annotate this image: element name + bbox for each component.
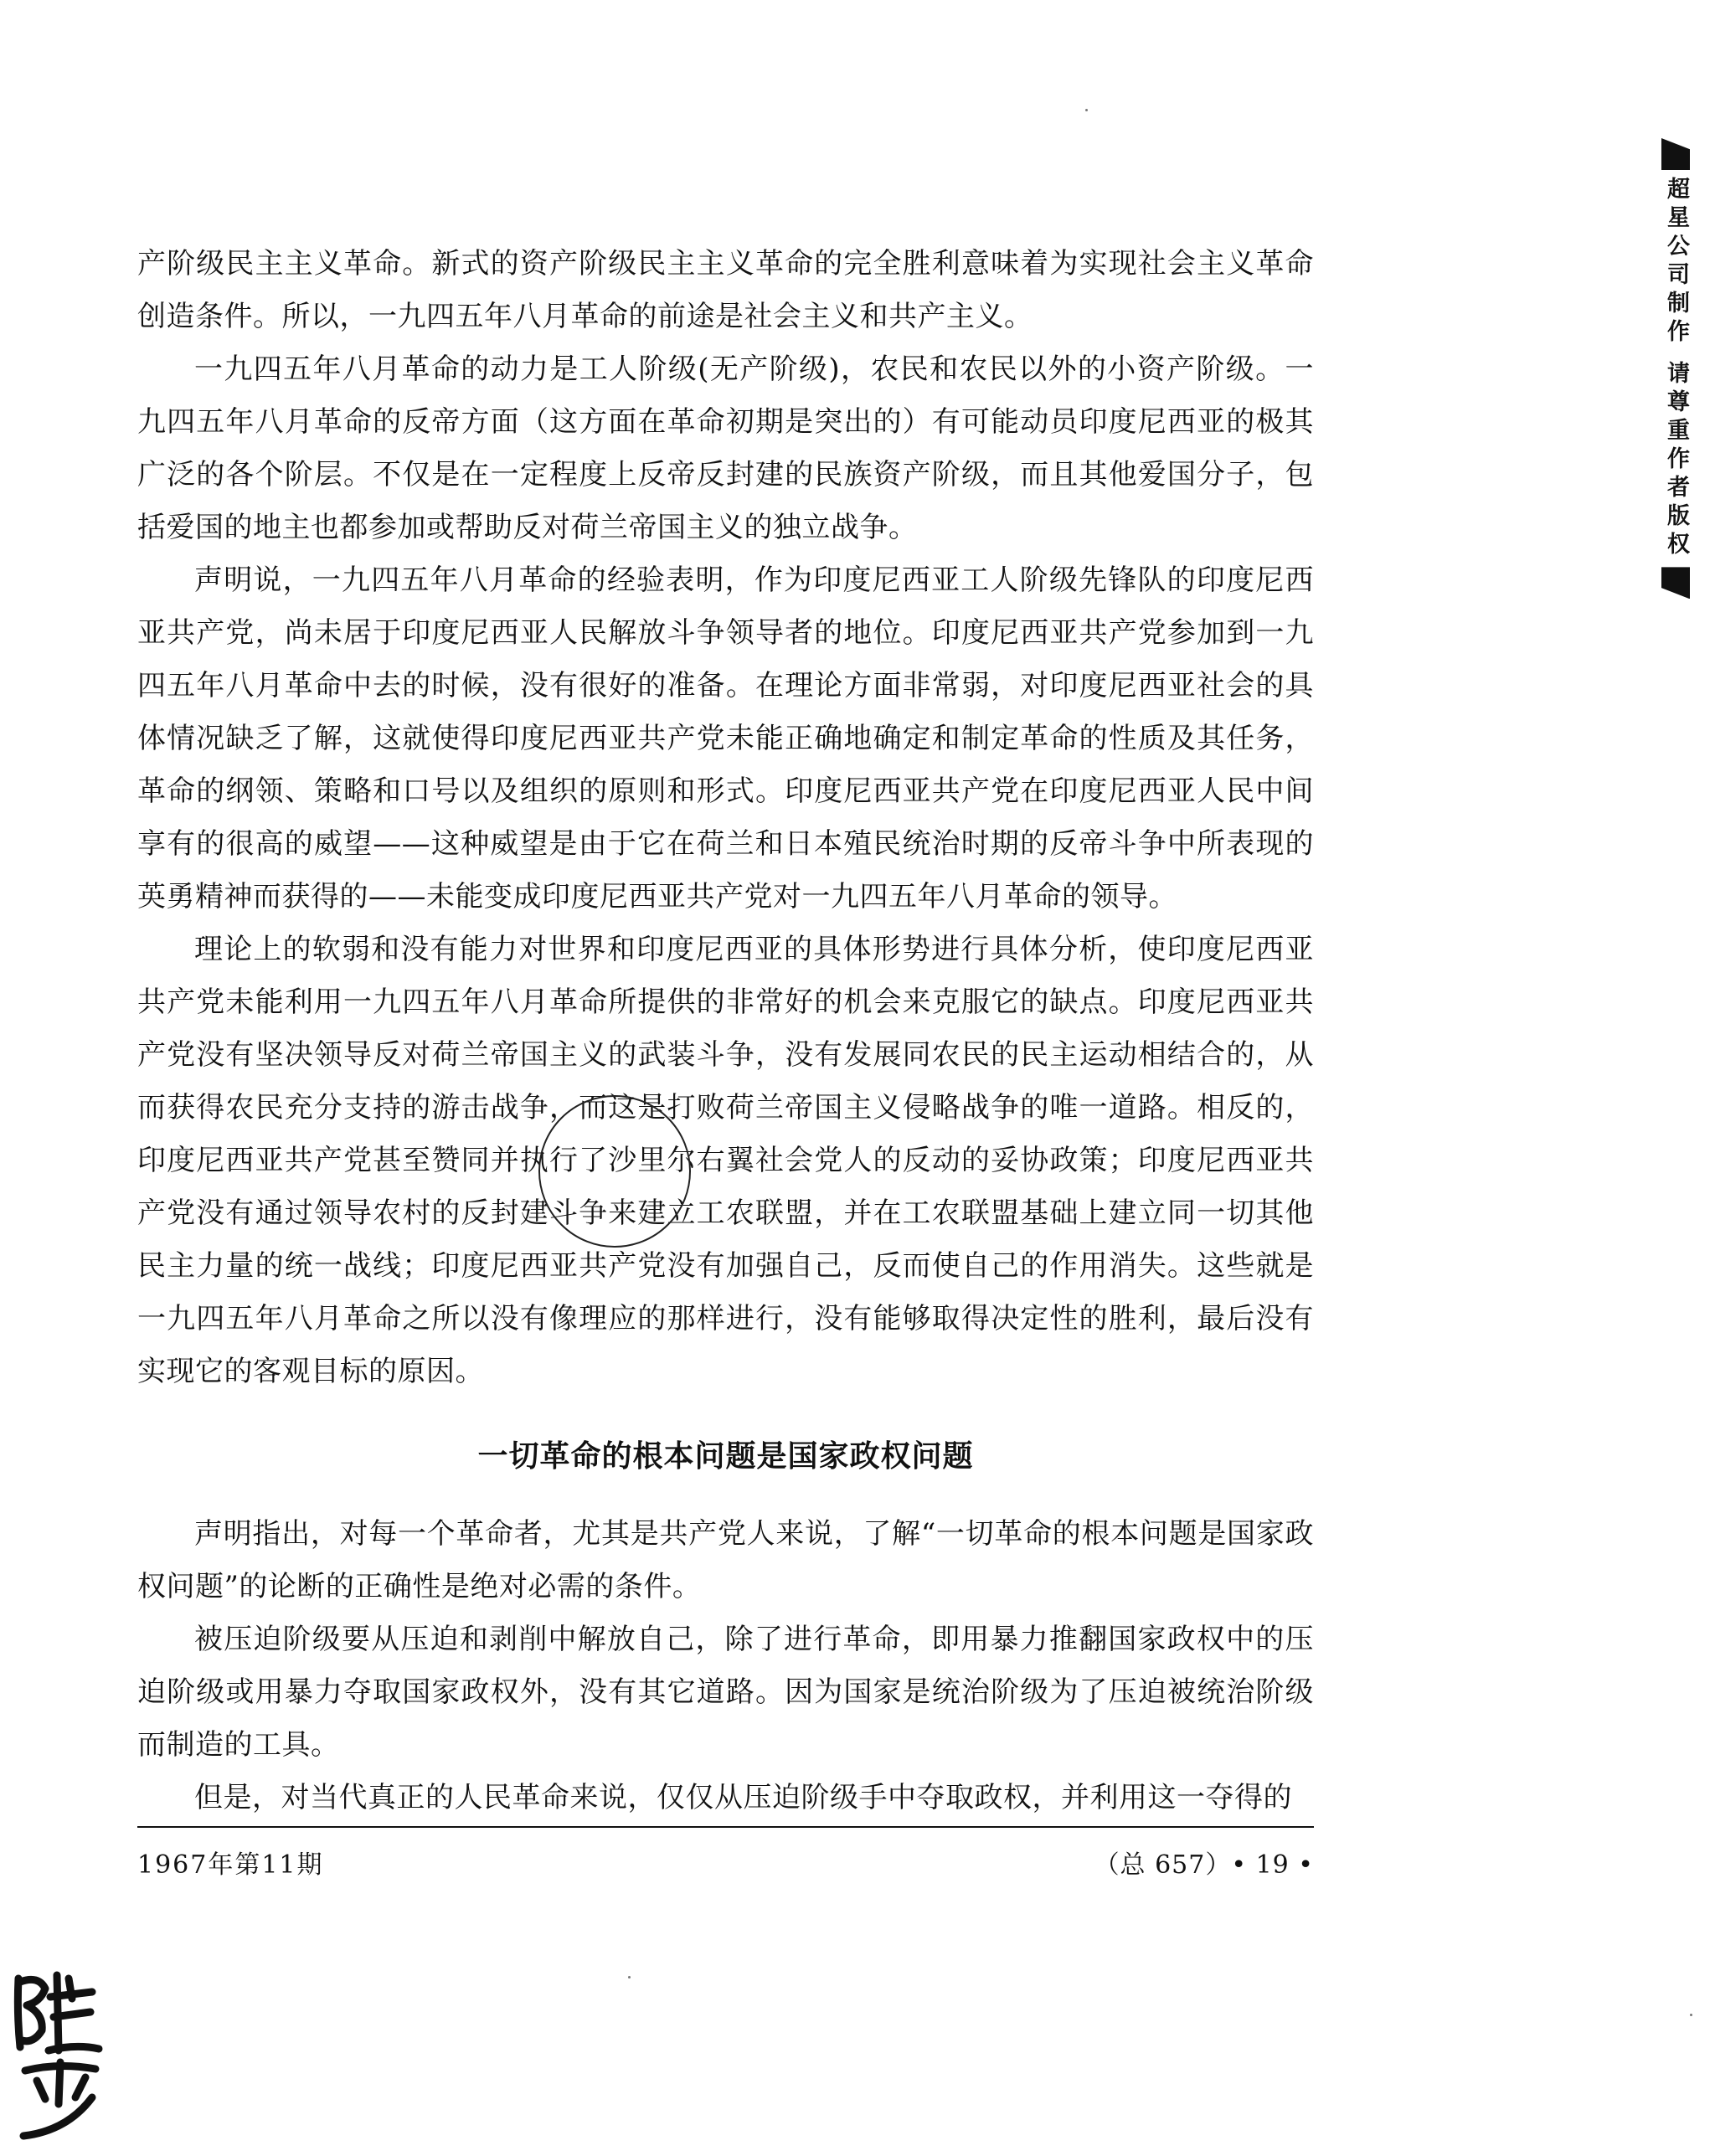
side-watermark: [1656, 138, 1695, 599]
scan-speck: [628, 1976, 631, 1978]
section-heading: 一切革命的根本问题是国家政权问题: [477, 1439, 974, 1474]
paragraph: 一九四五年八月革命的动力是工人阶级(无产阶级)，农民和农民以外的小资产阶级。一九四五年八月革命的反帝方面（这方面在革命初期是突出的）有可能动员印度尼西亚的极其广泛的各个阶层。不仅是在一定程度上反帝反封建的民族资产阶级，而且其他爱国分子，包括爱国的地主也都参加或帮助反对荷兰帝国主义的独立战争。: [137, 352, 1314, 544]
scan-speck: [1085, 109, 1088, 111]
watermark-bar-icon: [1661, 138, 1690, 170]
issue-label: 1967年第11期: [137, 1850, 324, 1880]
watermark-text: 超星公司制作 请尊重作者版权: [1663, 177, 1689, 561]
paragraph: 声明指出，对每一个革命者，尤其是共产党人来说，了解“一切革命的根本问题是国家政权问题”的论断的正确性是绝对必需的条件。: [137, 1517, 1314, 1603]
paragraph: 但是，对当代真正的人民革命来说，仅仅从压迫阶级手中夺取政权，并利用这一夺得的: [194, 1781, 1292, 1814]
seal-stamp-icon: [8, 1963, 109, 2148]
scan-speck: [1690, 2014, 1692, 2016]
footer-divider: [137, 1826, 1314, 1828]
page-body: [137, 238, 1314, 1824]
paragraph: 产阶级民主主义革命。新式的资产阶级民主主义革命的完全胜利意味着为实现社会主义革命创造条件。所以，一九四五年八月革命的前途是社会主义和共产主义。: [137, 247, 1314, 333]
page-number: （总 657）• 19 •: [1094, 1850, 1314, 1880]
paragraph: 被压迫阶级要从压迫和剥削中解放自己，除了进行革命，即用暴力推翻国家政权中的压迫阶级或用暴力夺取国家政权外，没有其它道路。因为国家是统治阶级为了压迫被统治阶级而制造的工具。: [137, 1623, 1314, 1762]
watermark-bar-icon: [1661, 567, 1690, 599]
paragraph: 理论上的软弱和没有能力对世界和印度尼西亚的具体形势进行具体分析，使印度尼西亚共产党未能利用一九四五年八月革命所提供的非常好的机会来克服它的缺点。印度尼西亚共产党没有坚决领导反对荷兰帝国主义的武装斗争，没有发展同农民的民主运动相结合的，从而获得农民充分支持的游击战争，而这是打败荷兰帝国主义侵略战争的唯一道路。相反的，印度尼西亚共产党甚至赞同并执行了沙里尔右翼社会党人的反动的妥协政策；印度尼西亚共产党没有通过领导农村的反封建斗争来建立工农联盟，并在工农联盟基础上建立同一切其他民主力量的统一战线；印度尼西亚共产党没有加强自己，反而使自己的作用消失。这些就是一九四五年八月革命之所以没有像理应的那样进行，没有能够取得决定性的胜利，最后没有实现它的客观目标的原因。: [137, 933, 1314, 1388]
paragraph: 声明说，一九四五年八月革命的经验表明，作为印度尼西亚工人阶级先锋队的印度尼西亚共产党，尚未居于印度尼西亚人民解放斗争领导者的地位。印度尼西亚共产党参加到一九四五年八月革命中去的时候，没有很好的准备。在理论方面非常弱，对印度尼西亚社会的具体情况缺乏了解，这就使得印度尼西亚共产党未能正确地确定和制定革命的性质及其任务，革命的纲领、策略和口号以及组织的原则和形式。印度尼西亚共产党在印度尼西亚人民中间享有的很高的威望——这种威望是由于它在荷兰和日本殖民统治时期的反帝斗争中所表现的英勇精神而获得的——未能变成印度尼西亚共产党对一九四五年八月革命的领导。: [137, 563, 1314, 913]
